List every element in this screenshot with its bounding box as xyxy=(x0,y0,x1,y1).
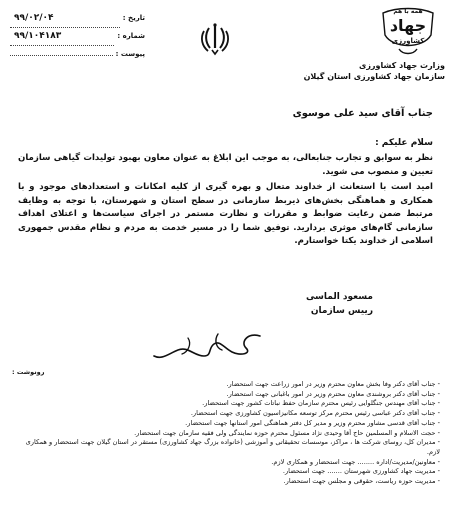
national-emblem-icon xyxy=(200,22,230,56)
copies-list xyxy=(20,380,440,487)
copy-recipient: - جناب آقای قدسی مشاور محترم وزیر و مدیر کل دفتر هماهنگی امور استانها جهت استحضار. xyxy=(20,419,440,429)
number-row xyxy=(10,28,145,46)
branch-name: سازمان جهاد کشاورزی استان گیلان xyxy=(303,72,445,81)
logo-sub-text: کشاورزی xyxy=(391,37,425,45)
copy-recipient: - حجت الاسلام و المسلمین حاج آقا وحیدی نژاد مسئول محترم حوزه نمایندگی ولی فقیه سازمان جهت استحضار. xyxy=(20,429,440,439)
date-label: تاریخ : xyxy=(122,14,145,22)
copy-recipient: - مدیریت حوزه ریاست، حقوقی و مجلس جهت استحضار. xyxy=(20,477,440,487)
date-value: ۹۹/۰۲/۰۴ xyxy=(10,10,120,28)
copy-recipient: - جناب آقای دکتر عباسی رئیس محترم مرکز توسعه مکانیزاسیون کشاورزی جهت استحضار. xyxy=(20,409,440,419)
logo-main-text: جهاد xyxy=(389,16,427,35)
copy-recipient: - مدیران کل، روسای شرکت ها ، مراکز، موسسات تحقیقاتی و آموزشی (خانواده بزرگ جهاد کشاورزی) مستقر در استان گیلان جهت استحضار و همکاری لازم. xyxy=(20,438,440,457)
copy-recipient: - جناب آقای مهندس جنگلوایی رئیس محترم سازمان حفظ نباتات کشور جهت استحضار. xyxy=(20,399,440,409)
salutation: سلام علیکم : xyxy=(375,138,433,148)
copy-recipient: - مدیریت جهاد کشاورزی شهرستان ....... جهت استحضار. xyxy=(20,467,440,477)
addressee: جناب آقای سید علی موسوی xyxy=(292,108,433,119)
letter-meta xyxy=(10,10,145,63)
number-value: ۹۹/۱۰۴۱۸۳ xyxy=(10,28,114,46)
handwritten-signature-icon xyxy=(148,326,268,366)
number-label: شماره : xyxy=(117,32,145,40)
body-paragraph-2: امید است با استعانت از خداوند متعال و بهره گیری از کلیه امکانات و استعدادهای موجود و با همکاری و هماهنگی بخش‌های ذیربط سازمانی در سطح استان و شهرستان، با توجه به وظایف مرتبط ضمن رعایت ضوابط و مقررات و نظارت مستمر در اجرای سیاست‌ها و اعتلای اهداف سازمانی گام‌های موثری بردارید. توفیق شما را در مسیر خدمت به مردم و نظام مقدس جمهوری اسلامی از خداوند یکتا خواستارم. xyxy=(18,182,433,246)
date-row xyxy=(10,10,145,28)
attachment-row xyxy=(10,46,145,63)
attachment-value xyxy=(10,55,113,56)
copy-recipient: - معاونین/مدیریت/اداره ........ جهت استحضار و همکاری لازم. xyxy=(20,458,440,468)
organization-name xyxy=(275,60,445,82)
copies-label: رونوشت : xyxy=(12,368,45,376)
organization-logo xyxy=(379,5,437,59)
signatory-name: مسعود الماسی xyxy=(305,292,373,302)
attachment-label: پیوست : xyxy=(115,50,145,58)
body-paragraph-1: نظر به سوابق و تجارب جنابعالی، به موجب این ابلاغ به عنوان معاون بهبود تولیدات گیاهی سازمان تعیین و منصوب می شوید. xyxy=(18,153,433,177)
logo-top-text: همه با هم xyxy=(393,8,423,15)
signatory-title: رییس سازمان xyxy=(310,306,373,316)
copy-recipient: - جناب آقای دکتر بروشندی معاون محترم وزیر در امور باغبانی جهت استحضار. xyxy=(20,390,440,400)
ministry-name: وزارت جهاد کشاورزی xyxy=(358,61,445,70)
copy-recipient: - جناب آقای دکتر وفا بخش معاون محترم وزیر در امور زراعت جهت استحضار. xyxy=(20,380,440,390)
